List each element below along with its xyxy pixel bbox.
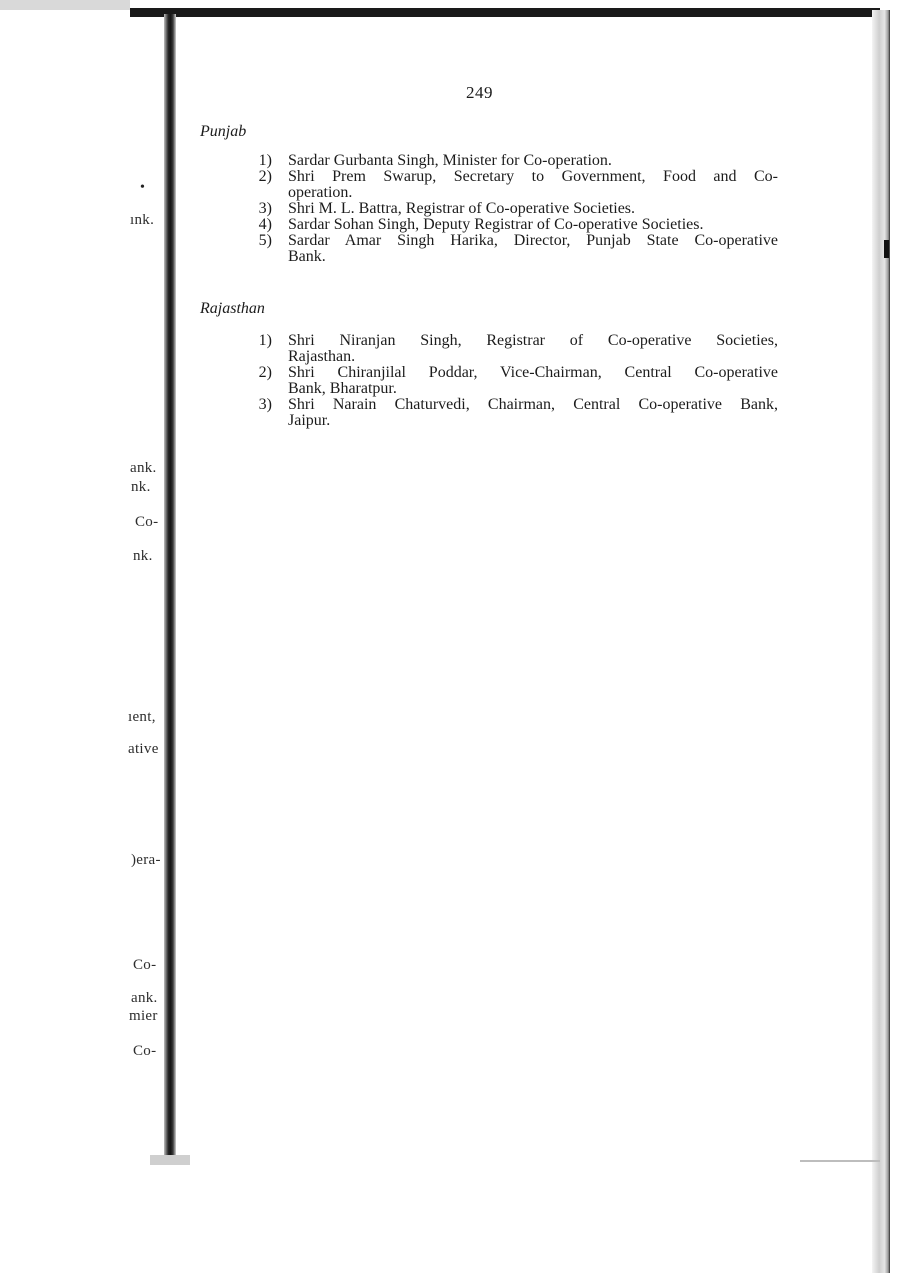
margin-fragment: Co- [133,1043,157,1059]
rajasthan-member-list [228,333,778,429]
margin-fragment: ınk. [130,212,155,228]
margin-fragment: nk. [133,548,153,564]
scan-edge-right [872,10,890,1273]
margin-fragment: Co- [135,514,159,530]
item-text: Shri Chiranjilal Poddar, Vice-Chairman, Central Co-operative [288,364,778,381]
margin-fragment: ank. [130,460,157,476]
book-spine-shadow [164,14,176,1164]
item-text: Shri Niranjan Singh, Registrar of Co-operative Societies, [288,332,778,349]
spine-foot-shadow [150,1155,190,1165]
list-item [228,365,778,397]
punjab-member-list [228,153,778,265]
item-text: Jaipur. [288,412,331,429]
item-text: Sardar Gurbanta Singh, Minister for Co-operation. [288,152,612,169]
scan-edge-top-left [0,0,130,10]
list-item [228,201,778,217]
item-text: operation. [288,184,353,201]
margin-fragment: )era- [131,852,161,868]
item-text: Shri M. L. Battra, Registrar of Co-operative Societies. [288,200,636,217]
list-item [228,153,778,169]
list-item [228,169,778,201]
item-number: 3) [258,200,272,217]
scan-shadow-top [130,8,880,17]
margin-dot: • [140,180,145,195]
item-text: Sardar Sohan Singh, Deputy Registrar of Co-operative Societies. [288,216,704,233]
item-text: Shri Prem Swarup, Secretary to Government, Food and Co- [288,168,778,185]
list-item [228,333,778,365]
item-number: 4) [258,216,272,233]
item-number: 2) [258,364,272,381]
section-title-rajasthan: Rajasthan [200,300,265,317]
scan-edge-mark [884,240,889,258]
item-number: 2) [258,168,272,185]
scan-bottom-rule [800,1160,880,1162]
margin-fragment: ank. [131,990,158,1006]
list-item [228,397,778,429]
page-number: 249 [466,83,493,102]
margin-fragment: mier [129,1008,158,1024]
item-text: Bank, Bharatpur. [288,380,397,397]
item-text: Bank. [288,248,326,265]
item-number: 5) [258,232,272,249]
item-text: Shri Narain Chaturvedi, Chairman, Central Co-operative Bank, [288,396,778,413]
margin-fragment: nk. [131,479,151,495]
item-number: 1) [258,332,272,349]
margin-fragment: ative [128,741,159,757]
item-text: Sardar Amar Singh Harika, Director, Punjab State Co-operative [288,232,778,249]
margin-fragment: ıent, [128,709,156,725]
section-title-punjab: Punjab [200,123,247,140]
item-text: Rajasthan. [288,348,356,365]
margin-fragment: Co- [133,957,157,973]
list-item [228,233,778,265]
list-item [228,217,778,233]
item-number: 1) [258,152,272,169]
item-number: 3) [258,396,272,413]
